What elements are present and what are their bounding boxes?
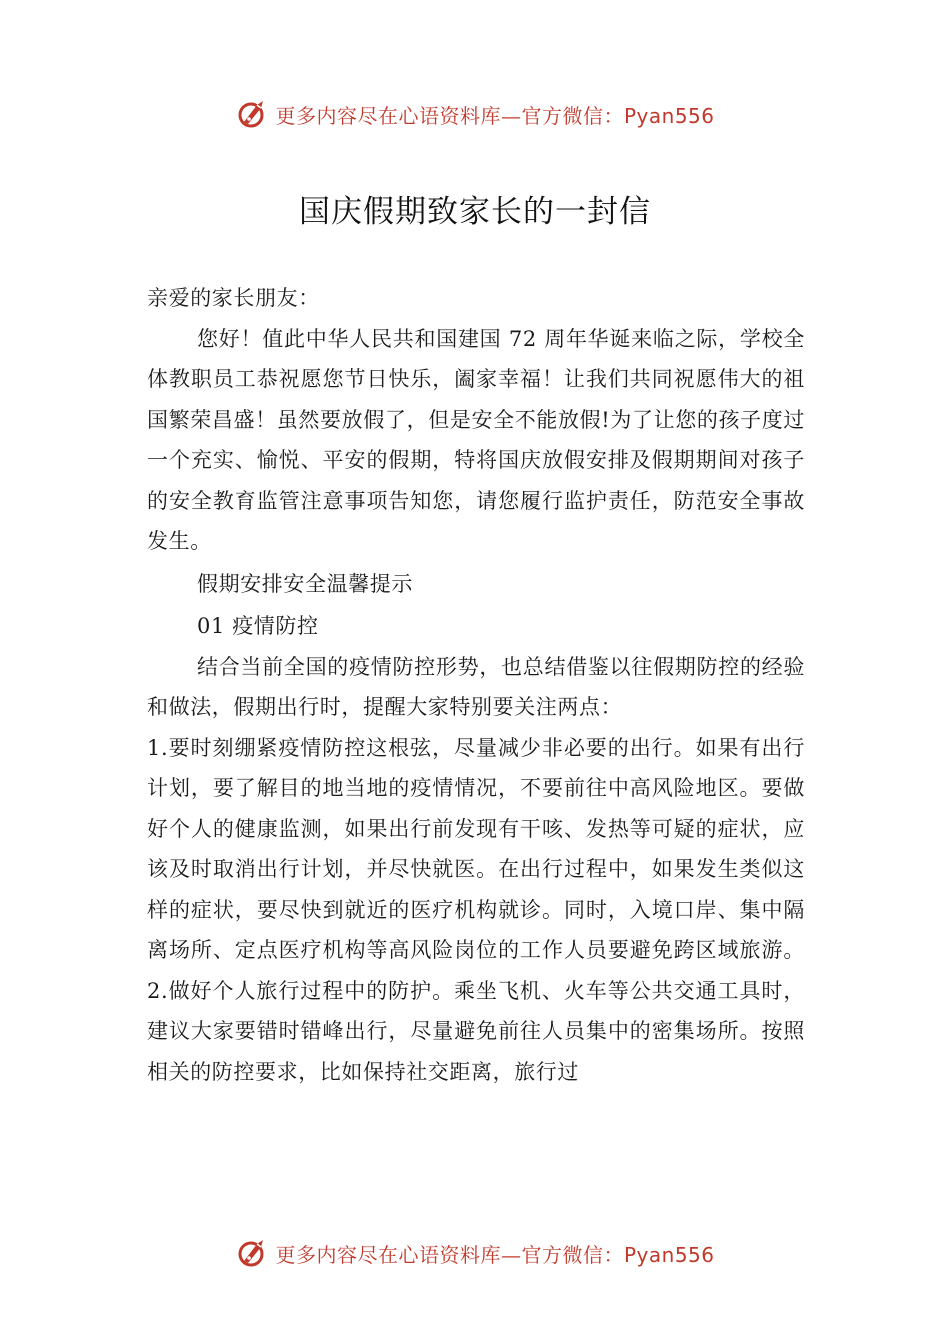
watermark-text: 更多内容尽在心语资料库—官方微信：Pyan556 <box>275 103 715 128</box>
salutation: 亲爱的家长朋友： <box>147 286 320 310</box>
watermark-text: 更多内容尽在心语资料库—官方微信：Pyan556 <box>275 1242 715 1267</box>
pen-nib-logo-icon <box>235 97 269 131</box>
body-paragraph: 结合当前全国的疫情防控形势，也总结借鉴以往假期防控的经验和做法，假期出行时，提醒大家特别要关注两点： <box>147 654 805 719</box>
document-title: 国庆假期致家长的一封信 <box>299 194 651 230</box>
footer-watermark <box>0 1233 950 1273</box>
section-title: 假期安排安全温馨提示 <box>197 571 413 596</box>
subsection-title: 01 疫情防控 <box>197 614 319 638</box>
document-body <box>147 278 805 1092</box>
header-watermark <box>0 94 950 134</box>
pen-nib-logo-icon <box>235 1236 269 1270</box>
body-paragraph: 1.要时刻绷紧疫情防控这根弦，尽量减少非必要的出行。如果有出行计划，要了解目的地当地的疫情情况，不要前往中高风险地区。要做好个人的健康监测，如果出行前发现有干咳、发热等可疑的症状，应该及时取消出行计划，并尽快就医。在出行过程中，如果发生类似这样的症状，要尽快到就近的医疗机构就诊。同时，入境口岸、集中隔离场所、定点医疗机构等高风险岗位的工作人员要避免跨区域旅游。2.做好个人旅行过程中的防护。乘坐飞机、火车等公共交通工具时，建议大家要错时错峰出行，尽量避免前往人员集中的密集场所。按照相关的防控要求，比如保持社交距离，旅行过 <box>147 735 805 1084</box>
intro-paragraph: 您好！值此中华人民共和国建国 72 周年华诞来临之际，学校全体教职员工恭祝愿您节日快乐，阖家幸福！让我们共同祝愿伟大的祖国繁荣昌盛！虽然要放假了，但是安全不能放假!为了让您的孩子度过一个充实、愉悦、平安的假期，特将国庆放假安排及假期期间对孩子的安全教育监管注意事项告知您，请您履行监护责任，防范安全事故发生。 <box>147 326 805 553</box>
